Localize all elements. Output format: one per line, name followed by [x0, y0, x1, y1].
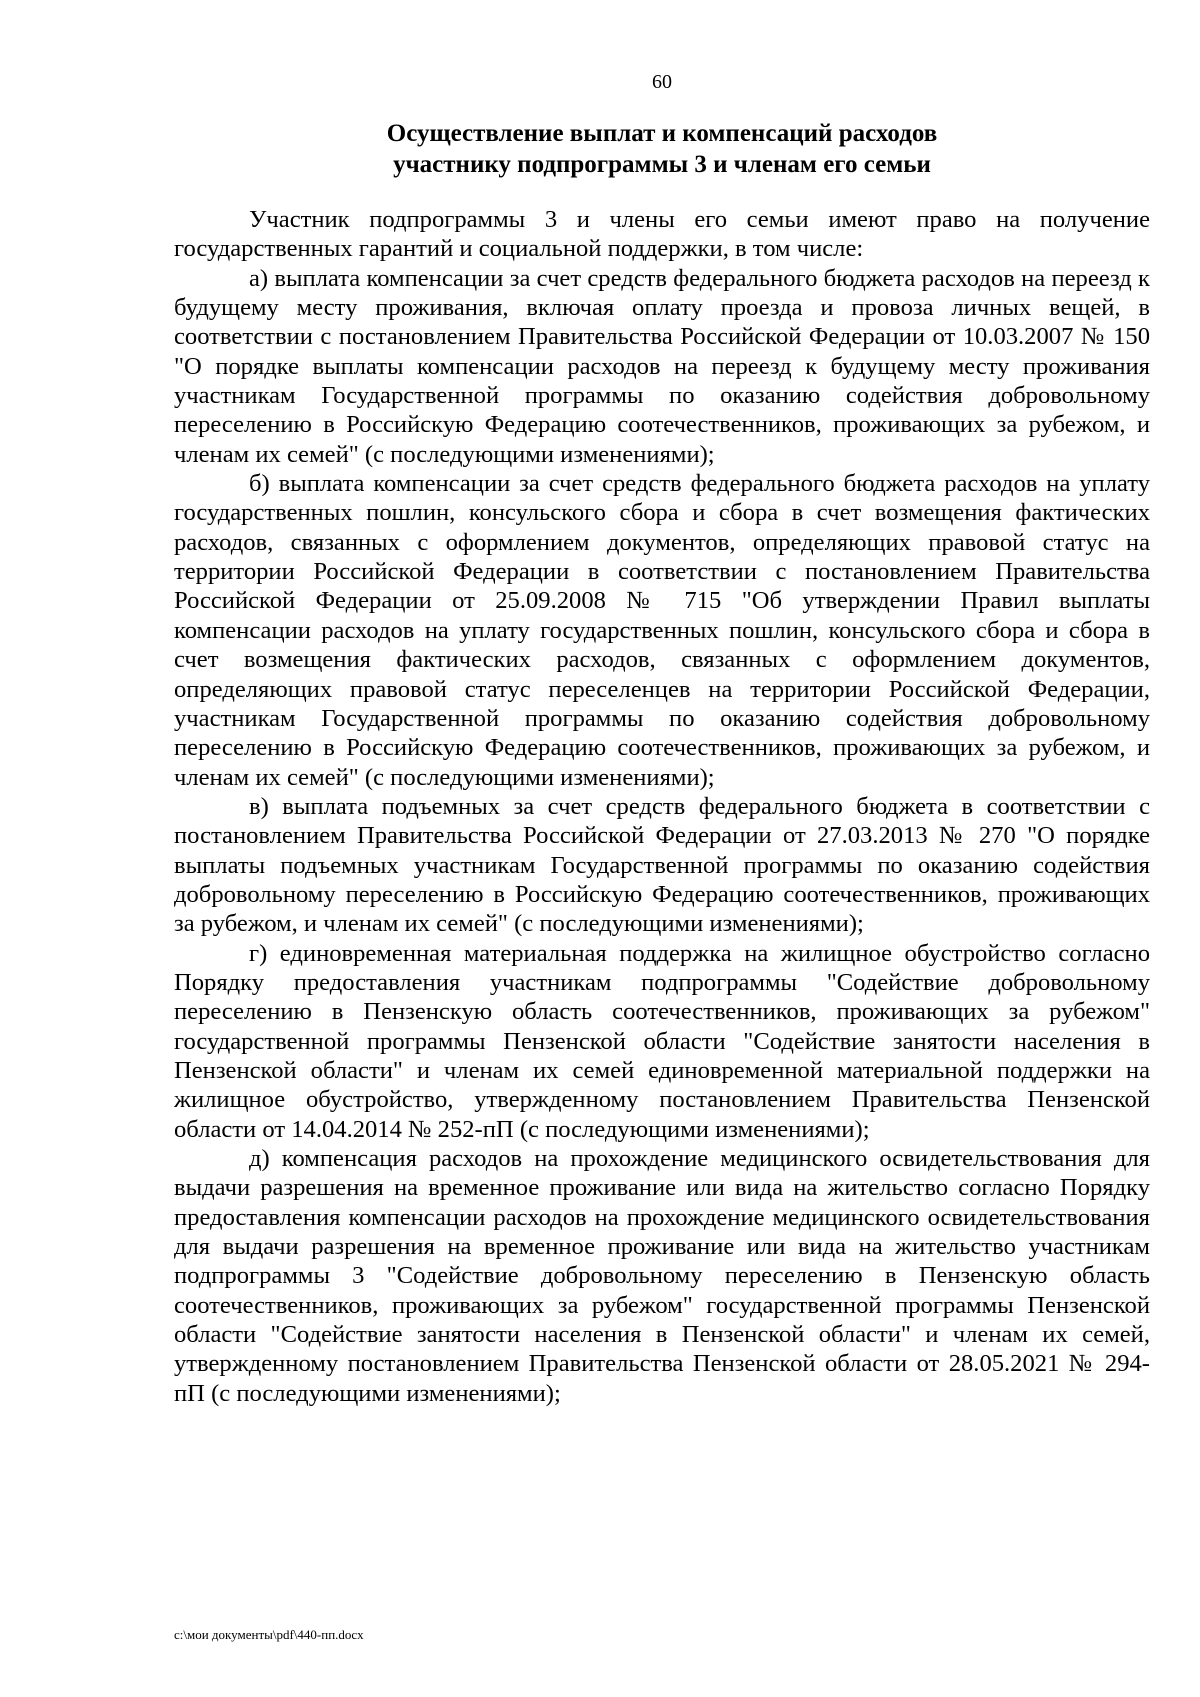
page-number: 60	[652, 71, 672, 93]
paragraph-item-b: б) выплата компенсации за счет средств федерального бюджета расходов на уплату государственных пошлин, консульского сбора и сбора в счет возмещения фактических расходов, связанных с оформлением документов, определяющих правовой статус на территории Российской Федерации в соответствии с постановлением Правительства Российской Федерации от 25.09.2008 № 715 "Об утверждении Правил выплаты компенсации расходов на уплату государственных пошлин, консульского сбора и сбора в счет возмещения фактических расходов, связанных с оформлением документов, определяющих правовой статус переселенцев на территории Российской Федерации, участникам Государственной программы по оказанию содействия добровольному переселению в Российскую Федерацию соотечественников, проживающих за рубежом, и членам их семей" (с последующими изменениями);	[174, 470, 1150, 791]
file-path-footer: c:\мои документы\pdf\440-пп.docx	[174, 1627, 364, 1642]
document-body	[174, 205, 1150, 1408]
paragraph-item-d: д) компенсация расходов на прохождение медицинского освидетельствования для выдачи разрешения на временное проживание или вида на жительство согласно Порядку предоставления компенсации расходов на прохождение медицинского освидетельствования для выдачи разрешения на временное проживание или вида на жительство участникам подпрограммы 3 "Содействие добровольному переселению в Пензенскую область соотечественников, проживающих за рубежом" государственной программы Пензенской области "Содействие занятости населения в Пензенской области" и членам их семей, утвержденному постановлением Правительства Пензенской области от 28.05.2021 № 294-пП (с последующими изменениями);	[174, 1145, 1150, 1407]
paragraph-intro: Участник подпрограммы 3 и члены его семьи имеют право на получение государственных гарантий и социальной поддержки, в том числе:	[174, 206, 1150, 263]
paragraph-item-g: г) единовременная материальная поддержка на жилищное обустройство согласно Порядку предоставления участникам подпрограммы "Содействие добровольному переселению в Пензенскую область соотечественников, проживающих за рубежом" государственной программы Пензенской области "Содействие занятости населения в Пензенской области" и членам их семей единовременной материальной поддержки на жилищное обустройство, утвержденному постановлением Правительства Пензенской области от 14.04.2014 № 252-пП (с последующими изменениями);	[174, 939, 1150, 1143]
paragraph-item-v: в) выплата подъемных за счет средств федерального бюджета в соответствии с постановлением Правительства Российской Федерации от 27.03.2013 № 270 "О порядке выплаты подъемных участникам Государственной программы по оказанию содействия добровольному переселению в Российскую Федерацию соотечественников, проживающих за рубежом, и членам их семей" (с последующими изменениями);	[174, 792, 1150, 938]
section-title-line-1: Осуществление выплат и компенсаций расходов	[386, 120, 938, 147]
section-title-line-2: участнику подпрограммы 3 и членам его семьи	[393, 151, 931, 178]
section-title	[174, 118, 1150, 180]
paragraph-item-a: а) выплата компенсации за счет средств федерального бюджета расходов на переезд к будущему месту проживания, включая оплату проезда и провоза личных вещей, в соответствии с постановлением Правительства Российской Федерации от 10.03.2007 № 150 "О порядке выплаты компенсации расходов на переезд к будущему месту проживания участникам Государственной программы по оказанию содействия добровольному переселению в Российскую Федерацию соотечественников, проживающих за рубежом, и членам их семей" (с последующими изменениями);	[174, 264, 1150, 468]
